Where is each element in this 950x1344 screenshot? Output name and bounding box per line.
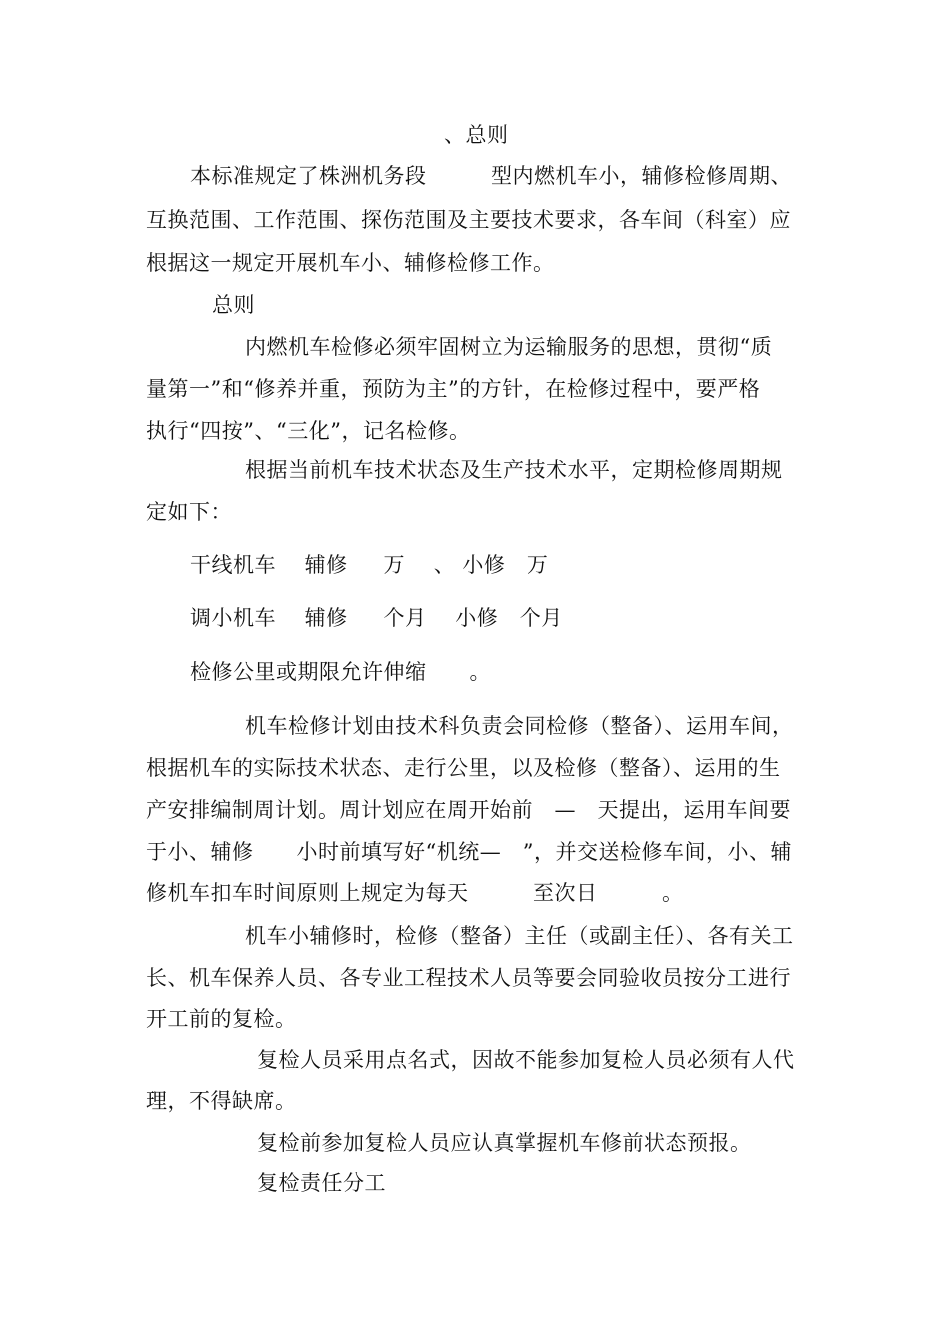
subsection-heading: 总则 <box>212 293 255 317</box>
paragraph-line: 本标准规定了株洲机务段 型内燃机车小，辅修检修周期、 <box>190 164 792 188</box>
paragraph-line: 长、机车保养人员、各专业工程技术人员等要会同验收员按分工进行 <box>146 966 791 990</box>
paragraph-line: 根据机车的实际技术状态、走行公里，以及检修（整备）、运用的生 <box>146 756 781 780</box>
paragraph-line: 产安排编制周计划。周计划应在周开始前 — 天提出，运用车间要 <box>146 798 791 822</box>
paragraph-line: 理，不得缺席。 <box>146 1089 297 1113</box>
paragraph-line: 于小、辅修 小时前填写好“机统— ”，并交送检修车间，小、辅 <box>146 840 792 864</box>
paragraph-line: 内燃机车检修必须牢固树立为运输服务的思想，贯彻“质 <box>245 335 773 359</box>
paragraph-line: 定如下： <box>146 500 232 524</box>
schedule-line-shunting: 调小机车 辅修 个月 小修 个月 <box>190 606 563 630</box>
paragraph-line: 根据这一规定开展机车小、辅修检修工作。 <box>146 251 555 275</box>
paragraph-line: 执行“四按”、“三化”，记名检修。 <box>146 419 471 443</box>
paragraph-line: 机车小辅修时，检修（整备）主任（或副主任）、各有关工 <box>245 924 794 948</box>
paragraph-line: 复检前参加复检人员应认真掌握机车修前状态预报。 <box>257 1131 752 1155</box>
paragraph-line: 机车检修计划由技术科负责会同检修（整备）、运用车间， <box>245 714 794 738</box>
paragraph-line: 开工前的复检。 <box>146 1007 297 1031</box>
paragraph-line: 量第一”和“修养并重，预防为主”的方针，在检修过程中，要严格 <box>146 377 761 401</box>
paragraph-line: 修机车扣车时间原则上规定为每天 至次日 。 <box>146 881 684 905</box>
paragraph-line: 检修公里或期限允许伸缩 。 <box>190 660 491 684</box>
paragraph-line: 互换范围、工作范围、探伤范围及主要技术要求，各车间（科室）应 <box>146 208 791 232</box>
schedule-line-trunk: 干线机车 辅修 万 、 小修 万 <box>190 553 549 577</box>
paragraph-line: 复检人员采用点名式，因故不能参加复检人员必须有人代 <box>257 1048 795 1072</box>
section-title: 、总则 <box>444 123 509 147</box>
paragraph-line: 根据当前机车技术状态及生产技术水平，定期检修周期规 <box>245 458 783 482</box>
paragraph-line: 复检责任分工 <box>257 1171 386 1195</box>
